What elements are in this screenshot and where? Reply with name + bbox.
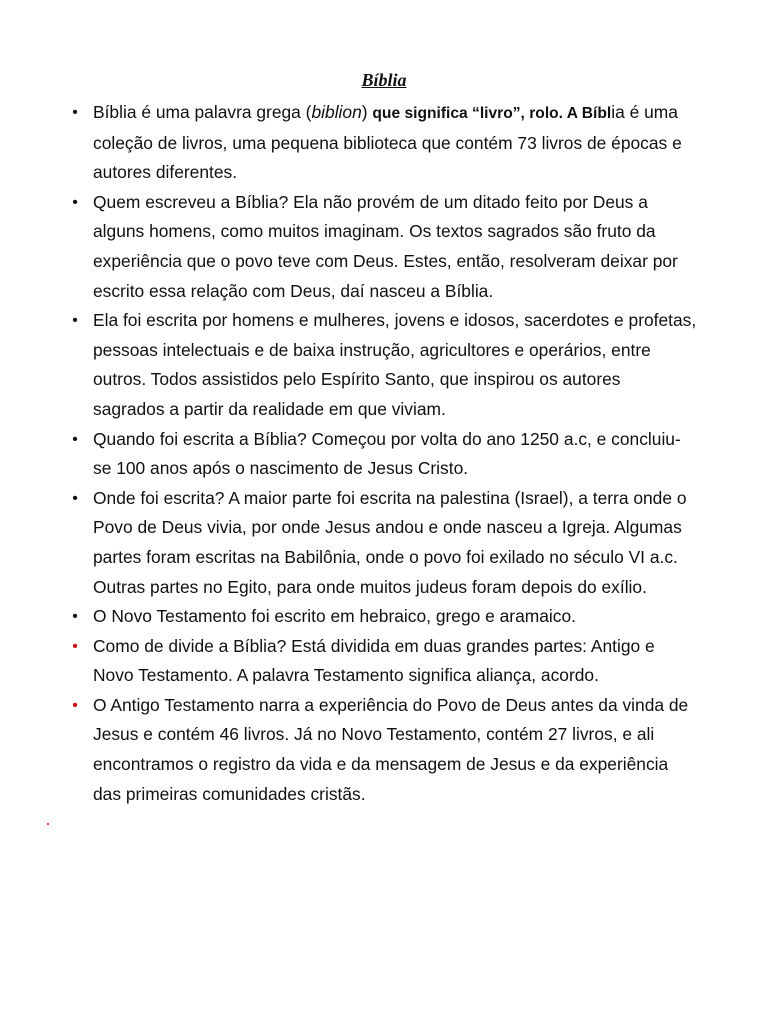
text-line: alguns homens, como muitos imaginam. Os textos sagrados são fruto da [93, 221, 656, 242]
text-segment: que significa “livro”, rolo. A Bíbl [372, 105, 612, 122]
text-line: escrito essa relação com Deus, daí nasceu a Bíblia. [93, 280, 494, 301]
text-line: outros. Todos assistidos pelo Espírito Santo, que inspirou os autores [93, 369, 621, 390]
text-line: se 100 anos após o nascimento de Jesus Cristo. [93, 458, 469, 479]
text-line [93, 98, 723, 129]
bullet-icon: • [72, 104, 78, 121]
text-line: das primeiras comunidades cristãs. [93, 783, 366, 804]
text-line: Jesus e contém 46 livros. Já no Novo Testamento, contém 27 livros, e ali [93, 724, 655, 745]
text-line: Quando foi escrita a Bíblia? Começou por volta do ano 1250 a.c, e concluiu- [93, 428, 681, 449]
text-line: O Antigo Testamento narra a experiência do Povo de Deus antes da vinda de [93, 694, 689, 715]
list-item [0, 188, 723, 306]
list-item [0, 98, 723, 188]
page-title: Bíblia [361, 70, 407, 90]
stray-mark [47, 823, 49, 825]
bullet-icon: • [72, 608, 78, 626]
text-line: experiência que o povo teve com Deus. Estes, então, resolveram deixar por [93, 250, 678, 271]
text-segment: Bíblia é uma palavra grega ( [93, 102, 312, 122]
list-item [0, 632, 723, 691]
bullet-icon: • [72, 193, 78, 211]
list-item [0, 306, 723, 424]
text-segment: biblion [311, 102, 362, 122]
text-line: Povo de Deus vivia, por onde Jesus andou e onde nasceu a Igreja. Algumas [93, 517, 682, 538]
list-item [0, 602, 723, 632]
text-line: sagrados a partir da realidade em que viviam. [93, 398, 446, 419]
text-segment: ) [361, 102, 373, 122]
bullet-icon: • [72, 430, 78, 448]
text-line: pessoas intelectuais e de baixa instrução, agricultores e operários, entre [93, 339, 651, 360]
bullet-icon: • [72, 489, 78, 507]
bullet-icon: • [72, 312, 78, 330]
bullet-list [0, 98, 768, 809]
text-line: Como de divide a Bíblia? Está dividida em duas grandes partes: Antigo e [93, 635, 655, 656]
text-line: coleção de livros, uma pequena biblioteca que contém 73 livros de épocas e [93, 132, 682, 153]
list-item [0, 691, 723, 809]
text-line: Quem escreveu a Bíblia? Ela não provém de um ditado feito por Deus a [93, 191, 648, 212]
text-line: Onde foi escrita? A maior parte foi escrita na palestina (Israel), a terra onde o [93, 487, 687, 508]
text-line: autores diferentes. [93, 162, 238, 183]
list-item [0, 484, 723, 602]
text-line: encontramos o registro da vida e da mensagem de Jesus e da experiência [93, 754, 669, 775]
text-segment: ia é uma [611, 102, 678, 122]
text-line: O Novo Testamento foi escrito em hebraico, grego e aramaico. [93, 606, 576, 627]
text-line: partes foram escritas na Babilônia, onde o povo foi exilado no século VI a.c. [93, 546, 678, 567]
bullet-icon: • [72, 696, 78, 714]
bullet-icon: • [72, 637, 78, 655]
text-line: Ela foi escrita por homens e mulheres, jovens e idosos, sacerdotes e profetas, [93, 310, 697, 331]
list-item [0, 425, 723, 484]
text-line: Outras partes no Egito, para onde muitos judeus foram depois do exílio. [93, 576, 647, 597]
text-line: Novo Testamento. A palavra Testamento significa aliança, acordo. [93, 665, 599, 686]
